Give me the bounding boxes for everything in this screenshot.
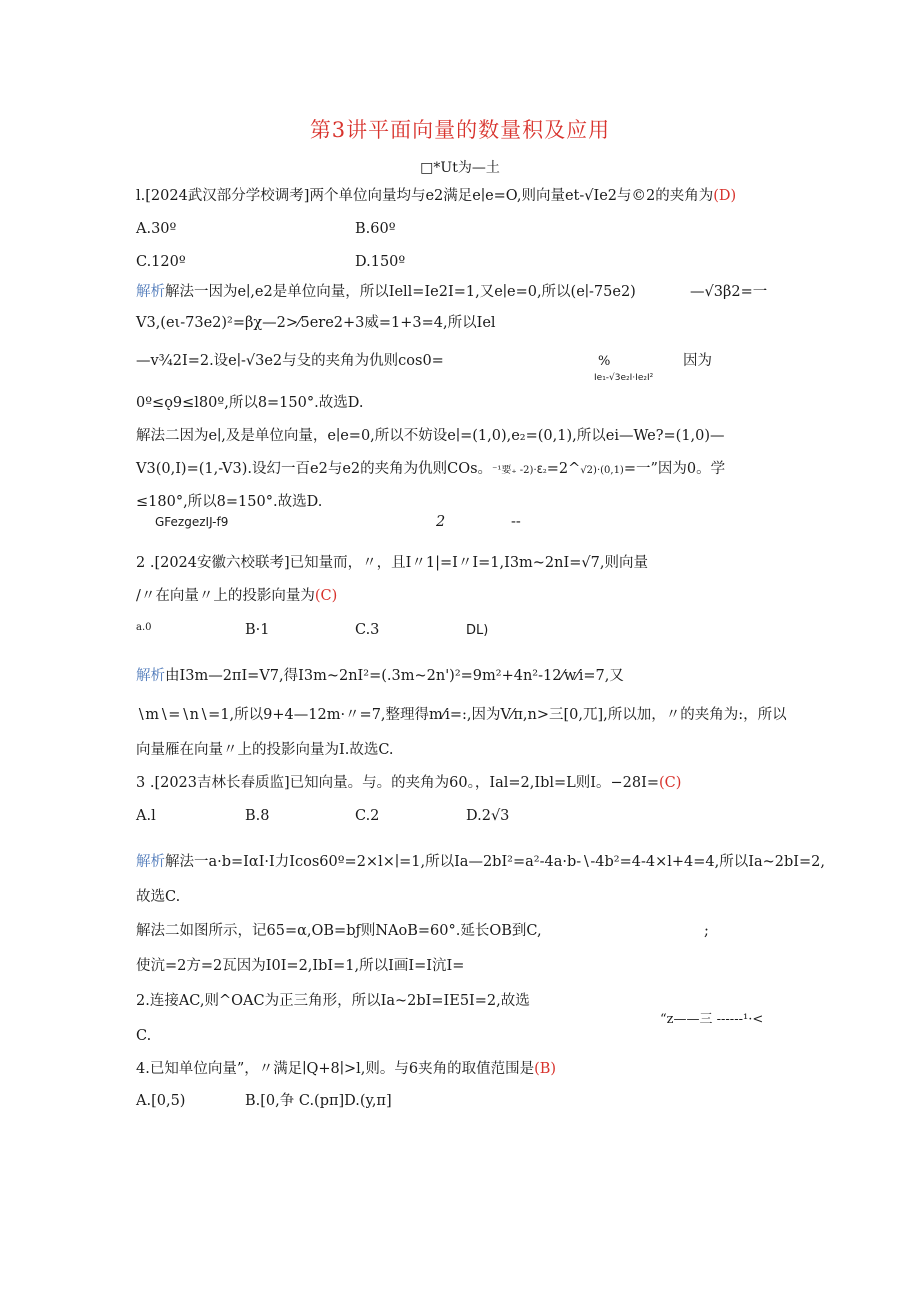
q1-fraction-denominator: Ie₁-√3e₂I·Ie₂I²: [594, 373, 654, 383]
page-title: 第3讲平面向量的数量积及应用: [309, 118, 611, 142]
q1-solution1-line1b: —√3β2=一: [690, 284, 768, 300]
q3-solution2-line3: 2.连接AC,则^OAC为正三角形，所以Ia~2bI=IE5I=2,故选: [136, 993, 530, 1009]
q1-solution2-line4b: 2: [436, 514, 446, 530]
q1-option-d: D.150º: [355, 254, 406, 270]
q3-solution2-line1: 解法二如图所示，记65=α,OB=bƒ则NAoB=60°.延长OB到C,: [136, 923, 542, 939]
q3-figure-label: “z——三 ------¹·<: [660, 1012, 764, 1027]
q3-option-d: D.2√3: [466, 808, 510, 824]
q1-solution1-line2: V3,(eι-73e2)²=βχ—2>⁄5ere2+3威=1+3=4,所以Iel: [136, 315, 496, 331]
q3-solution1-line1: 解析解法一a·b=IαI·I力Icos60º=2×l×∣=1,所以Ia—2bI²=a²-4a·b-∖-4b²=4-4×l+4=4,所以Ia~2bI=2,: [136, 854, 825, 870]
q1-solution1-line4: 0º≤ǫ9≤l80º,所以8=150°.故选D.: [136, 395, 364, 411]
q4-option-b: B.[0,争 C.(pπ]D.(y,π]: [245, 1093, 392, 1109]
q3-solution2-line1b: ;: [704, 923, 709, 939]
q2-solution-line2: ∖m∖=∖n∖=1,所以9+4—12m·〃=7,整理得m⁄i=:,因为V⁄π,n>三[0,兀],所以加，〃的夹角为:，所以: [136, 707, 787, 723]
q3-solution2-line4: C.: [136, 1028, 152, 1044]
q1-answer: (D): [713, 188, 737, 204]
q4-answer: (B): [534, 1061, 557, 1077]
q2-solution-tag: 解析: [136, 668, 165, 684]
q3-solution1-line2: 故选C.: [136, 889, 181, 905]
q2-option-a: a.0: [136, 622, 152, 633]
q2-solution-line3: 向量雁在向量〃上的投影向量为I.故选C.: [136, 742, 394, 758]
q2-stem: 2 .[2024安徽六校联考]已知量而，〃，且I〃1|=I〃I=1,I3m~2nI=√7,则向量: [136, 555, 648, 571]
q2-answer: (C): [314, 588, 338, 604]
q3-option-c: C.2: [355, 808, 380, 824]
q3-answer: (C): [658, 775, 682, 791]
q1-solution2-line3: ≤180°,所以8=150°.故选D.: [136, 494, 323, 510]
q1-fraction-numerator: %: [598, 354, 611, 369]
section-subtitle: □*Ut为—土: [420, 160, 500, 176]
q1-solution1-line3: —v¾2I=2.设e∣-√3e2与殳的夹角为仇则cos0=: [136, 353, 444, 369]
q1-solution1-line3b: 因为: [683, 353, 712, 369]
q1-option-a: A.30º: [136, 221, 177, 237]
q4-option-a: A.[0,5): [136, 1093, 186, 1109]
q3-solution-tag: 解析: [136, 854, 165, 870]
q3-solution2-line2: 使沆=2方=2瓦因为I0I=2,IbI=1,所以I画I=I沆I=: [136, 958, 465, 974]
q2-solution-line1: 解析由I3m—2πI=V7,得I3m~2nI²=(.3m~2n')²=9m²+4n²-12⁄w⁄i=7,又: [136, 668, 624, 684]
q2-option-d: DL): [466, 623, 489, 638]
q1-stem: l.[2024武汉部分学校调考]两个单位向量均与e2满足e∣e=O,则向量et-√Ie2与©2的夹角为(D): [136, 188, 737, 204]
q1-solution2-line1: 解法二因为e∣,及是单位向量，e∣e=0,所以不妨设e∣=(1,0),e₂=(0,1),所以ei—We?=(1,0)—: [136, 428, 725, 444]
q1-option-b: B.60º: [355, 221, 396, 237]
q1-solution-tag: 解析: [136, 284, 165, 300]
q1-solution2-line2: V3(0,I)=(1,-V3).设幻一百e2与e2的夹角为仇则COs。⁻¹要₊ -2)·ℇ₂=2^√2)·(0,1)=一”因为0。学: [136, 461, 726, 477]
q1-option-c: C.120º: [136, 254, 186, 270]
q1-solution2-line4c: --: [511, 514, 521, 530]
q3-option-a: A.l: [136, 808, 156, 824]
q1-solution1-line1: 解析解法一因为e∣,e2是单位向量，所以Iell=Ie2I=1,又e∣e=0,所以(e∣-75e2): [136, 284, 636, 300]
q2-stem-line2: /〃在向量〃上的投影向量为(C): [136, 588, 338, 604]
q4-stem: 4.已知单位向量”，〃满足∣Q+8∣>l,则。与6夹角的取值范围是(B): [136, 1061, 557, 1077]
q2-option-c: C.3: [355, 622, 380, 638]
q3-option-b: B.8: [245, 808, 270, 824]
q1-solution2-line4a: GFezgezIJ-f9: [155, 515, 229, 529]
q2-option-b: B·1: [245, 622, 270, 638]
q3-stem: 3 .[2023吉林长春质监]已知向量。与。的夹角为60。，Ial=2,Ibl=L则I。−28I=(C): [136, 775, 682, 791]
